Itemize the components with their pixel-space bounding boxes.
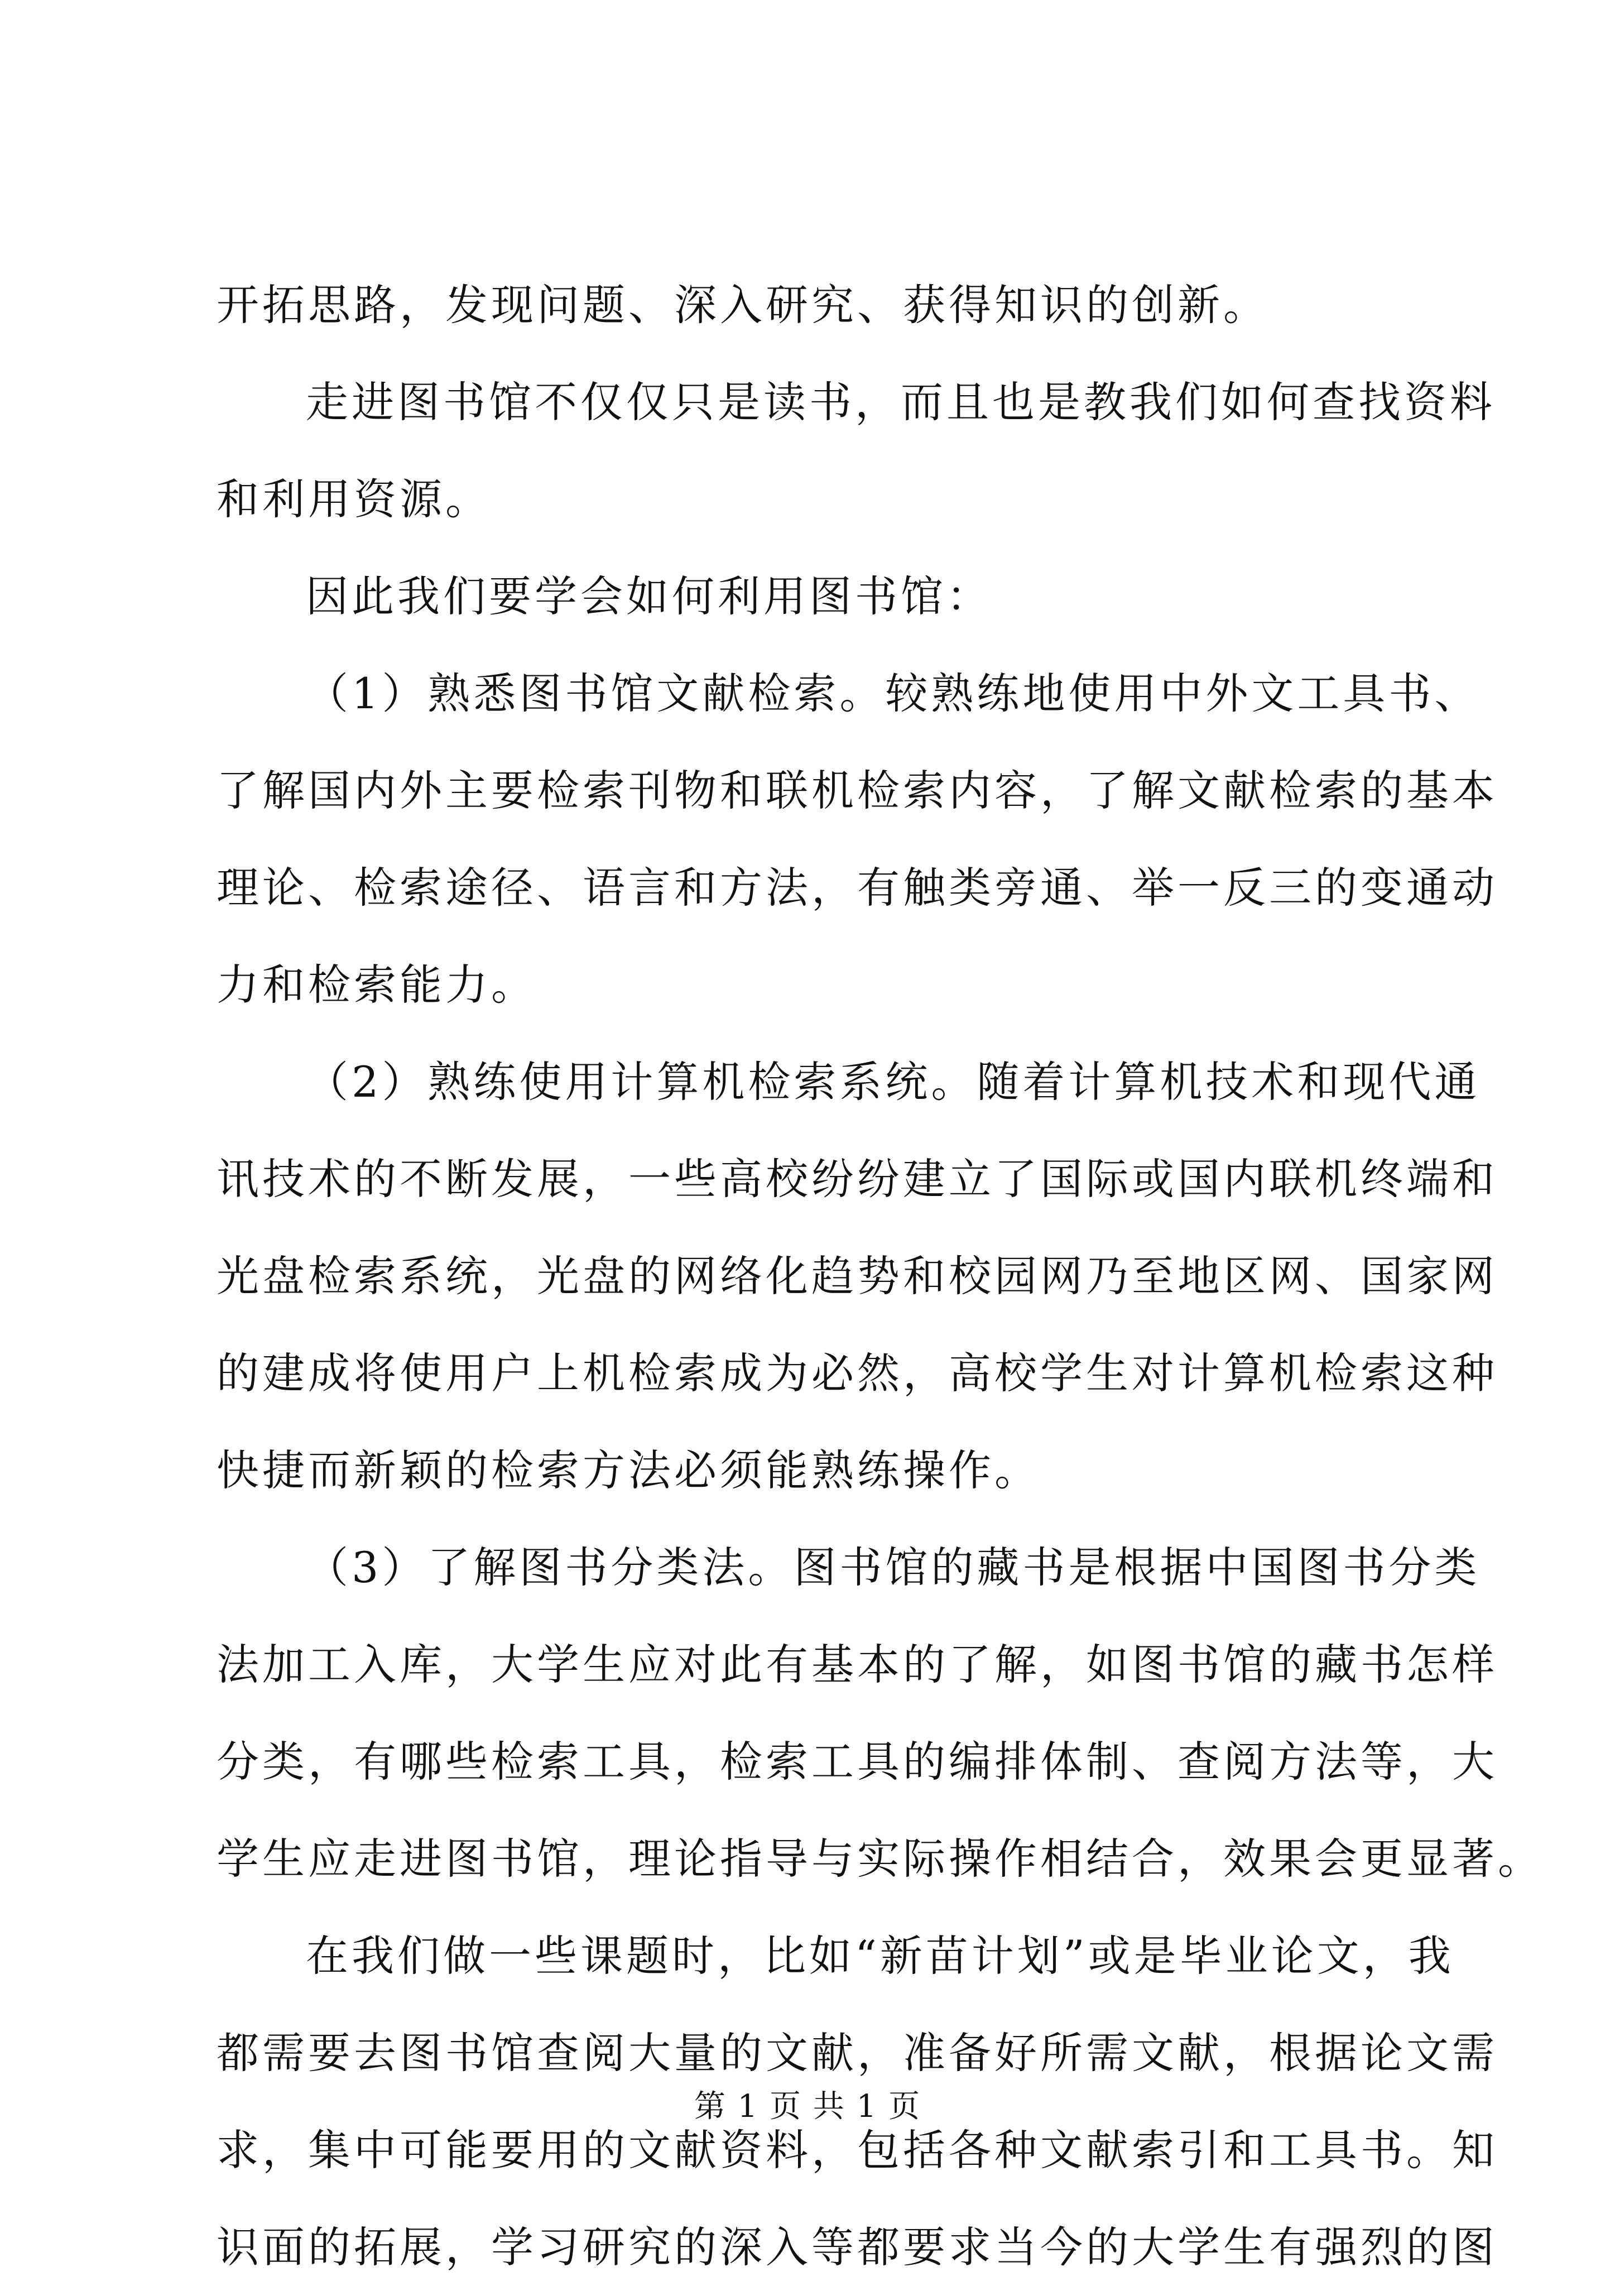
body-text bbox=[217, 257, 1544, 2296]
text-line: 走进图书馆不仅仅只是读书，而且也是教我们如何查找资料 bbox=[306, 377, 1496, 427]
text-line: 都需要去图书馆查阅大量的文献，准备好所需文献，根据论文需 bbox=[217, 2028, 1498, 2078]
text-line: 光盘检索系统，光盘的网络化趋势和校园网乃至地区网、国家网 bbox=[217, 1251, 1498, 1301]
text-line: 分类，有哪些检索工具，检索工具的编排体制、查阅方法等，大 bbox=[217, 1737, 1498, 1786]
text-line: 识面的拓展，学习研究的深入等都要求当今的大学生有强烈的图 bbox=[217, 2222, 1498, 2272]
text-line: （3）了解图书分类法。图书馆的藏书是根据中国图书分类 bbox=[306, 1543, 1481, 1592]
text-line: 了解国内外主要检索刊物和联机检索内容，了解文献检索的基本 bbox=[217, 766, 1498, 815]
text-line: 力和检索能力。 bbox=[217, 960, 537, 1010]
text-line: 求，集中可能要用的文献资料，包括各种文献索引和工具书。知 bbox=[217, 2125, 1498, 2175]
text-line: 法加工入库，大学生应对此有基本的了解，如图书馆的藏书怎样 bbox=[217, 1640, 1498, 1689]
text-line: 理论、检索途径、语言和方法，有触类旁通、举一反三的变通动 bbox=[217, 863, 1498, 912]
text-line: 讯技术的不断发展，一些高校纷纷建立了国际或国内联机终端和 bbox=[217, 1154, 1498, 1204]
page-footer: 第 1 页 共 1 页 bbox=[694, 2088, 921, 2125]
text-line: （1）熟悉图书馆文献检索。较熟练地使用中外文工具书、 bbox=[306, 669, 1481, 718]
text-line: 在我们做一些课题时，比如“新苗计划”或是毕业论文，我 bbox=[306, 1931, 1454, 1981]
text-line: 开拓思路，发现问题、深入研究、获得知识的创新。 bbox=[217, 280, 1269, 330]
text-line: 和利用资源。 bbox=[217, 474, 491, 524]
text-line: （2）熟练使用计算机检索系统。随着计算机技术和现代通 bbox=[306, 1057, 1481, 1107]
text-line: 因此我们要学会如何利用图书馆： bbox=[306, 571, 992, 621]
text-line: 学生应走进图书馆，理论指导与实际操作相结合，效果会更显著。 bbox=[217, 1834, 1544, 1884]
text-line: 的建成将使用户上机检索成为必然，高校学生对计算机检索这种 bbox=[217, 1348, 1498, 1398]
text-line: 快捷而新颖的检索方法必须能熟练操作。 bbox=[217, 1445, 1040, 1495]
